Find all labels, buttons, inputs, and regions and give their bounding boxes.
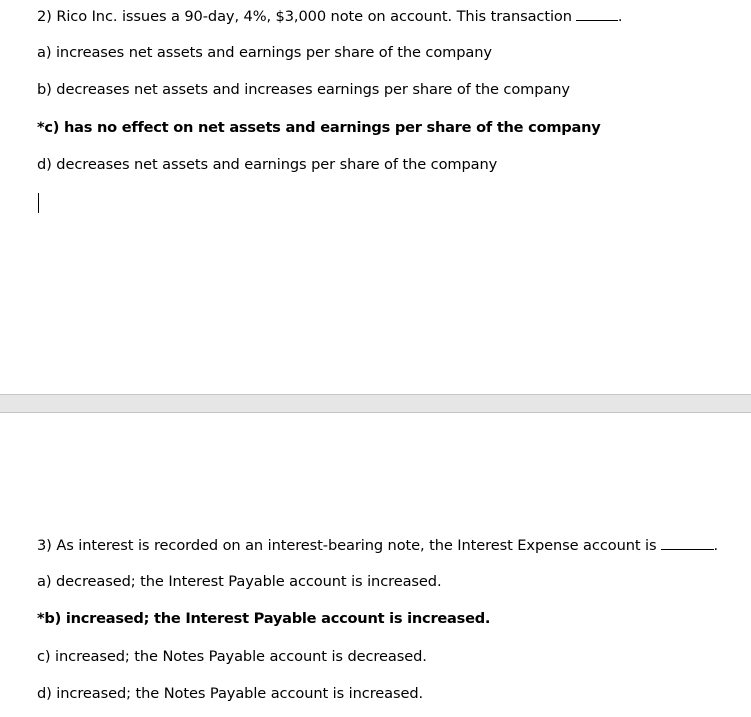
answer-blank: [661, 535, 714, 550]
text-cursor[interactable]: [38, 193, 39, 213]
question-2-option-d: d) decreases net assets and earnings per share of the company: [37, 156, 498, 173]
question-3-stem: [37, 535, 718, 556]
question-2-stem-period: .: [617, 8, 623, 25]
question-2-option-a: a) increases net assets and earnings per share of the company: [37, 44, 492, 61]
question-3-option-c: c) increased; the Notes Payable account is decreased.: [37, 648, 427, 665]
question-2-option-b: b) decreases net assets and increases earnings per share of the company: [37, 81, 570, 98]
question-2-stem-text: 2) Rico Inc. issues a 90-day, 4%, $3,000 note on account. This transaction: [37, 8, 572, 25]
question-3-option-b-correct: *b) increased; the Interest Payable account is increased.: [37, 610, 491, 627]
question-2-stem: [37, 6, 622, 27]
question-3-option-a: a) decreased; the Interest Payable account is increased.: [37, 573, 442, 590]
question-3-stem-period: .: [713, 537, 719, 554]
document-page-2: [0, 413, 751, 717]
page-break-gap: [0, 394, 751, 413]
question-2-option-c-correct: *c) has no effect on net assets and earnings per share of the company: [37, 119, 601, 136]
question-3-stem-text: 3) As interest is recorded on an interest-bearing note, the Interest Expense account is: [37, 537, 657, 554]
question-3-option-d: d) increased; the Notes Payable account is increased.: [37, 685, 424, 702]
answer-blank: [576, 6, 618, 21]
